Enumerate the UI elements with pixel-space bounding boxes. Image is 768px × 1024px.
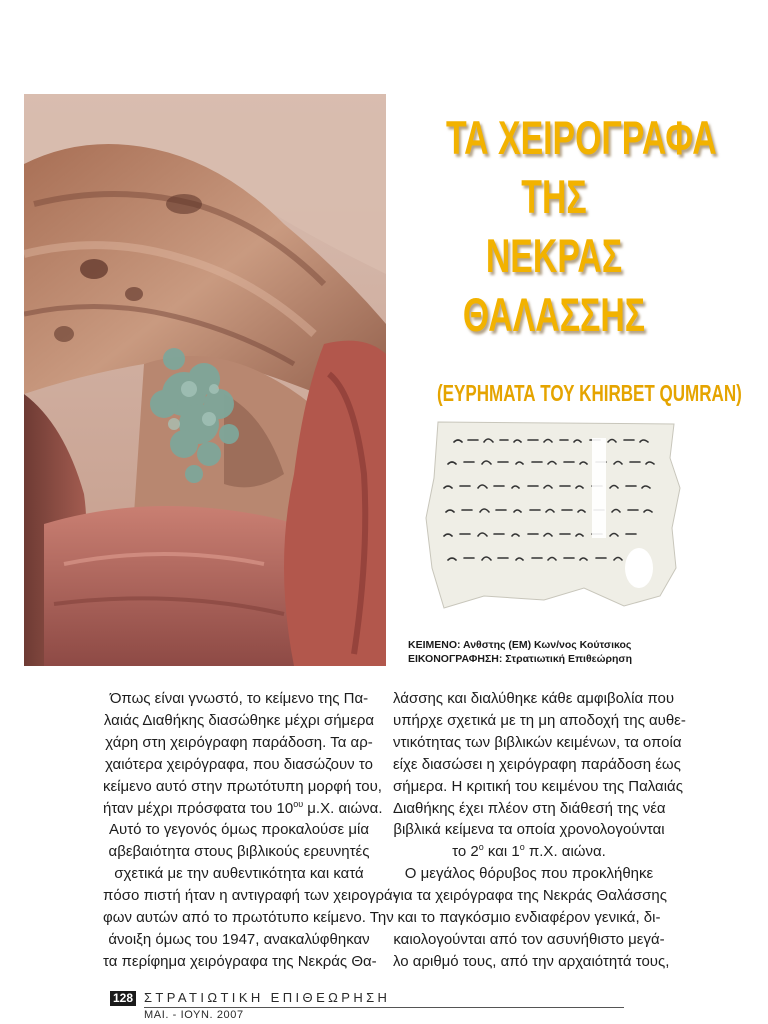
body-line: ντικότητας των βιβλικών κειμένων, τα οποία	[393, 733, 682, 751]
body-line: τα περίφημα χειρόγραφα της Νεκράς Θα-	[103, 952, 377, 970]
magazine-name: ΣΤΡΑΤΙΩΤΙΚΗ ΕΠΙΘΕΩΡΗΣΗ	[144, 990, 391, 1005]
title-line-4: ΘΑΛΑΣΣΗΣ	[462, 288, 646, 341]
footer-rule	[144, 1007, 624, 1008]
body-line	[103, 798, 383, 820]
body-column-right	[393, 688, 686, 973]
body-line: χάρη στη χειρόγραφη παράδοση. Τα αρ-	[105, 733, 373, 751]
body-line: χαιότερα χειρόγραφα, που διασώζουν το	[105, 755, 373, 773]
body-column-left	[103, 688, 398, 973]
body-line: άνοιξη όμως του 1947, ανακαλύφθηκαν	[108, 930, 370, 948]
superscript: ου	[293, 798, 304, 809]
body-line: φων αυτών από το πρωτότυπο κείμενο. Την	[103, 909, 394, 927]
title-line-2: ΤΗΣ	[521, 170, 587, 223]
body-line	[393, 841, 665, 863]
body-text: π.Χ. αιώνα.	[524, 843, 606, 861]
body-line: πόσο πιστή ήταν η αντιγραφή των χειρογρά-	[103, 887, 398, 905]
body-line: είχε διασώσει η χειρόγραφη παράδοση έως	[393, 755, 681, 773]
body-text: ήταν μέχρι πρόσφατα του 10	[103, 799, 294, 817]
body-line: Όπως είναι γνωστό, το κείμενο της Πα-	[109, 690, 369, 707]
body-line: σχετικά με την αυθεντικότητα και κατά	[114, 865, 364, 883]
superscript: ο	[478, 842, 484, 853]
page-footer	[110, 990, 630, 1024]
text-credit: ΚΕΙΜΕΝΟ: Ανθστης (ΕΜ) Κων/νος Κούτσικος	[408, 639, 632, 651]
article-title	[404, 108, 717, 344]
superscript: ο	[519, 842, 525, 853]
body-line: αβεβαιότητα στους βιβλικούς ερευνητές	[108, 843, 370, 861]
body-line: Ο μεγάλος θόρυβος που προκλήθηκε	[404, 865, 654, 883]
body-line: καιολογούνται από τον ασυνήθιστο μεγά-	[393, 930, 665, 948]
rock-photo	[24, 94, 386, 666]
body-line: λο αριθμό τους, από την αρχαιότητά τους,	[393, 952, 670, 970]
scroll-fragment-image	[424, 418, 686, 610]
title-line-3: ΝΕΚΡΑΣ	[485, 229, 623, 282]
body-line: Αυτό το γεγονός όμως προκαλούσε μία	[108, 821, 370, 839]
page-number: 128	[110, 991, 136, 1006]
issue-date: ΜΑΙ. - ΙΟΥΝ. 2007	[144, 1009, 244, 1021]
body-line: για τα χειρόγραφα της Νεκράς Θαλάσσης	[393, 887, 667, 905]
body-text: και 1	[483, 843, 520, 861]
body-line: σήμερα. Η κριτική του κειμένου της Παλαιάς	[393, 777, 683, 795]
body-line: και το παγκόσμιο ενδιαφέρον γενικά, δι-	[397, 909, 661, 927]
credits	[408, 638, 728, 666]
body-line: λάσσης και διαλύθηκε κάθε αμφιβολία που	[393, 690, 675, 707]
body-line: λαιάς Διαθήκης διασώθηκε μέχρι σήμερα	[103, 711, 375, 729]
body-line: κείμενο αυτό στην πρωτότυπη μορφή του,	[103, 777, 382, 795]
article-subtitle: (ΕΥΡΗΜΑΤΑ ΤΟΥ KHIRBET QUMRAN)	[437, 380, 742, 406]
body-text: το 2	[452, 843, 479, 861]
title-line-1: ΤΑ ΧΕΙΡΟΓΡΑΦΑ	[446, 111, 717, 164]
body-line: Διαθήκης έχει πλέον στη διάθεσή της νέα	[393, 799, 666, 817]
body-text: μ.Χ. αιώνα.	[303, 799, 383, 817]
body-line: βιβλικά κείμενα τα οποία χρονολογούνται	[393, 821, 665, 839]
body-line: υπήρχε σχετικά με τη μη αποδοχή της αυθε-	[393, 711, 686, 729]
image-credit: ΕΙΚΟΝΟΓΡΑΦΗΣΗ: Στρατιωτική Επιθεώρηση	[408, 653, 632, 665]
